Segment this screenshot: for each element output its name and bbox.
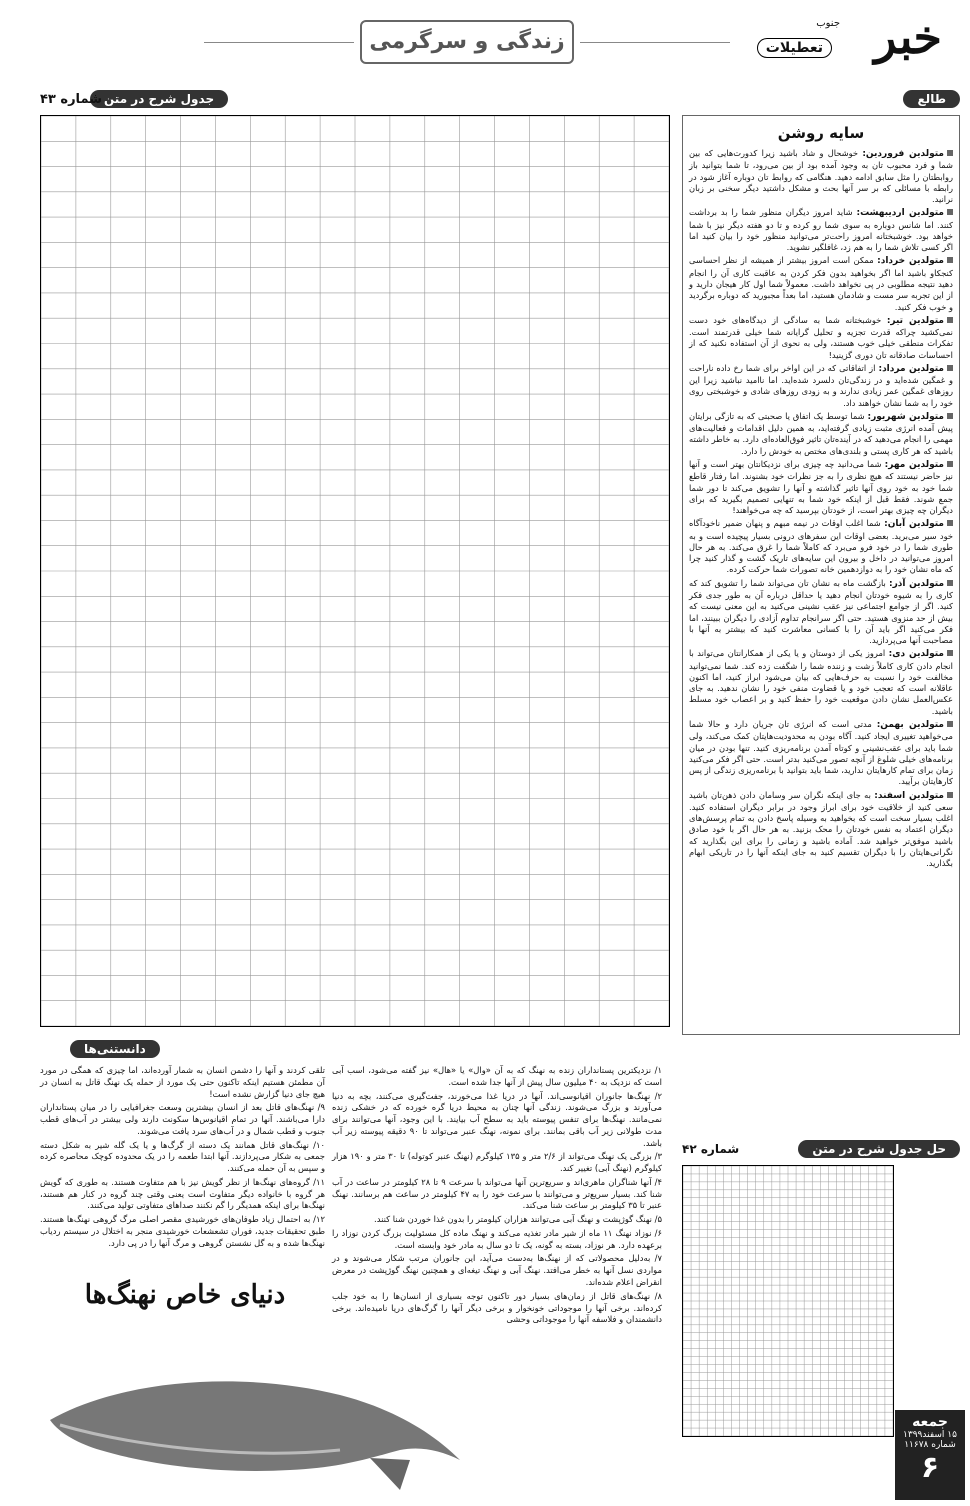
knowledge-column-2 xyxy=(40,1065,325,1251)
newspaper-logo xyxy=(722,10,942,65)
sign-text: از اتفاقاتی که در این اواخر برای شما رخ داده ناراحت و غمگین شده‌اید و در زندگی‌تان دلسرد شده‌اید. اما ناامید نباشید زیرا این روزهای غمگین عمر زیادی ندارند و به زودی روزهای شادی و خوشبختی روی خود را به شما نشان خواهند داد. xyxy=(689,362,953,408)
horoscope-list xyxy=(689,148,953,870)
page-header xyxy=(0,0,970,80)
sign-name: متولدین اسفند: xyxy=(874,790,944,801)
bullet-icon xyxy=(947,792,953,798)
sign-text: شما می‌دانید چه چیزی برای نزدیکانتان بهتر است و آنها نیز حاضر نیستند که هیچ نظری را به جز نظرات خود بشنوند. اما رفتار قاطع شما خود به خود روی آنها تاثیر گذاشته و آنها را تشویق می‌کند تا دور شما جمع شوند. فقط قبل از اینکه خود شما به تنهایی تصمیم بگیرید که برای دیگران چه چیزی بهتر است، از خودتان بپرسید که چه می‌خواهند! xyxy=(689,459,953,516)
bullet-icon xyxy=(947,257,953,263)
bullet-icon xyxy=(947,520,953,526)
fact-item: ۶/ نوزاد نهنگ ۱۱ ماه از شیر مادر تغذیه می‌کند و نهنگ ماده کل مسئولیت بزرگ کردن نوزاد را برعهده دارد. هر نوزاد، بسته به گونه، یک تا دو سال به مادر خود وابسته است. xyxy=(332,1227,663,1250)
sign-name: متولدین مهر: xyxy=(884,460,944,471)
solution-number: شماره ۴۲ xyxy=(682,1142,740,1156)
bullet-icon xyxy=(947,650,953,656)
fact-item: ۷/ به‌دلیل محصولاتی که از نهنگ‌ها به‌دست می‌آید، این جانوران مرتب شکار می‌شوند و در مواردی نسل آنها به خطر می‌افتد. نهنگ آبی و نهنگ تیغه‌ای و همچنین نهنگ گوژپشت در معرض انقراض اعلام شده‌اند. xyxy=(332,1253,662,1288)
solution-grid xyxy=(682,1165,894,1437)
fact-item: ۱۰/ نهنگ‌های قاتل همانند یک دسته از گرگ‌ها و یا یک گله شیر به شکل دسته جمعی به شکار می‌پردازند. آنها ابتدا طعمه را در یک محدوده کوچک محاصره کرده و سپس به آن حمله می‌کنند. xyxy=(40,1139,325,1174)
horoscope-label: طالع xyxy=(903,90,960,108)
sign-name: متولدین مرداد: xyxy=(878,363,944,374)
issue-info xyxy=(895,1410,965,1500)
solution-header xyxy=(682,1140,960,1162)
sign-name: متولدین تیر: xyxy=(886,315,944,326)
fact-item: ۳/ بزرگی یک نهنگ می‌تواند از ۲/۶ متر و ۱۳۵ کیلوگرم (نهنگ عنبر کوتوله) تا ۳۰ متر و ۱۹۰ هزار کیلوگرم (نهنگ آبی) تغییر کند. xyxy=(332,1151,662,1174)
sign-text: ممکن است امروز بیشتر از همیشه از نظر احساسی کنجکاو باشید اما اگر بخواهید بدون فکر کردن به عاقبت کاری آن را انجام دهید نتیجه مطلوبی در پی نخواهد داشت. معمولاً شما اول کار هیجان دارید و از این تجربه سر مست و شادمان هستید، اما بعداً مجبورید که دوباره برگردید و خوب فکر کنید. xyxy=(689,255,953,312)
bullet-icon xyxy=(947,461,953,467)
horoscope-sign xyxy=(689,790,953,870)
fact-item: ۴/ آنها شناگران ماهری‌اند و سریع‌ترین آنها می‌تواند با سرعت ۹ تا ۲۸ کیلومتر در ساعت در آب شنا کند. بسیار سریع‌تر و می‌توانند با سرعت خود را به ۴۷ کیلومتر در ساعت هم برسانند. نهنگ عنبر تا ۳۵ کیلومتر بر ساعت شنا می‌کند. xyxy=(332,1176,662,1211)
horoscope-sign xyxy=(689,255,953,312)
section-title: زندگی و سرگرمی xyxy=(360,20,574,64)
bullet-icon xyxy=(947,365,953,371)
puzzle-header xyxy=(40,90,670,112)
sign-text: خوشبختانه شما به سادگی از دیدگاه‌های خود دست نمی‌کشید چراکه قدرت تجزیه و تحلیل گرایانه شما خیلی قدرتمند است. تفکرات منطقی خیلی خوب هستند، ولی به نحوی از آن استفاده نکنید که از احساسات صادقانه تان دوری گزینید! xyxy=(689,314,953,360)
puzzle-number: شماره ۴۳ xyxy=(40,92,102,107)
bullet-icon xyxy=(947,580,953,586)
horoscope-title: سایه روشن xyxy=(777,124,865,142)
fact-item: ۱/ نزدیکترین پستانداران زنده به نهنگ که به آن «وال» یا «هال» نیز گفته می‌شود، اسب آبی است که نزدیک به ۴۰ میلیون سال پیش از آنها جدا شده است. xyxy=(332,1065,662,1087)
logo-text: خبر xyxy=(874,10,942,64)
logo-tag: جنوب xyxy=(816,18,840,29)
horoscope-sign xyxy=(689,363,953,409)
horoscope-sign xyxy=(689,459,953,516)
horoscope-sign xyxy=(689,148,953,205)
fact-item: تلقی کردند و آنها را دشمن انسان به شمار آورده‌اند، اما چیزی که همگی در مورد آن مطمئن هستیم اینکه تاکنون حتی یک مورد از حمله یک نهنگ قاتل به انسان در هیچ جای دنیا گزارش نشده است! xyxy=(40,1065,325,1099)
puzzle-title: جدول شرح در متن xyxy=(90,90,228,108)
sign-name: متولدین آبان: xyxy=(884,519,944,530)
bullet-icon xyxy=(947,413,953,419)
bullet-icon xyxy=(947,209,953,215)
sign-text: مدتی است که انرژی تان جریان دارد و حالا شما می‌خواهید تغییری ایجاد کنید. آگاه بودن به محدودیت‌هایتان کمک می‌کند، ولی شما باید برای عقب‌نشینی و کوتاه آمدن برنامه‌ریزی کنید. تنها بودن در میان برنامه‌های خیلی شلوغ از آنچه تصور می‌کنید بدتر است. حتی اگر فکر می‌کنید زمان برای تمام کارهایتان ندارید، شما باید بتوانید با برنامه‌ریزی زندگی از پس کارهایتان برآیید. xyxy=(689,719,953,787)
solution-title: حل جدول شرح در متن xyxy=(798,1140,960,1158)
crossword-grid xyxy=(40,115,670,1027)
bullet-icon xyxy=(947,721,953,727)
knowledge-header xyxy=(40,1040,670,1062)
horoscope-sign xyxy=(689,578,953,647)
sign-name: متولدین خرداد: xyxy=(877,256,945,267)
sign-text: امروز یکی از دوستان و یا یکی از همکارانتان می‌تواند با انجام دادن کاری کاملاً زشت و زننده شما را شگفت زده کند. شما نمی‌توانید مخالفت خود را نسبت به حرف‌هایی که بیان می‌شود ابراز کنید، اما اکنون عاقلانه است که تعجب خود و یا قضاوت منفی خود را نشان ندهید. به جای عکس‌العمل نشان دادن موقعیت خود را حفظ کنید و بر اعصاب خود مسلط باشید. xyxy=(689,648,953,716)
fact-item: ۱۱/ گروه‌های نهنگ‌ها از نظر گویش نیز با هم متفاوت هستند. به طوری که گویش هر گروه با خانواده دیگر متفاوت است یعنی وقتی چند گروه در کنار هم هستند، نهنگ‌ها برای اینکه همدیگر را گم نکنند صداهای متفاوتی تولید می‌کنند. xyxy=(40,1176,325,1211)
horoscope-sign xyxy=(689,207,953,253)
horoscope-header xyxy=(682,90,960,112)
sign-name: متولدین فروردین: xyxy=(862,149,944,159)
sign-name: متولدین شهریور: xyxy=(867,411,944,422)
horoscope-panel xyxy=(682,115,960,1035)
horoscope-sign xyxy=(689,315,953,361)
knowledge-column-1 xyxy=(332,1065,662,1328)
horoscope-sign xyxy=(689,518,953,575)
sign-text: خوشحال و شاد باشید زیرا کدورت‌هایی که بین شما و فرد محبوب تان به وجود آمده بود از بین می‌رود، تا شما بتوانید باز روابطتان را مثل سابق ادامه دهید. هنگامی که روابط تان دوباره آغاز شود در رابطه با مسائلی که بر سر آنها بحث و مشکل داشتید دیگر سخنی بر زبان نرانید. xyxy=(689,148,953,205)
logo-sub: تعطیلات xyxy=(757,38,832,58)
sign-name: متولدین دی: xyxy=(888,649,945,660)
knowledge-label: دانستنی‌ها xyxy=(70,1040,160,1058)
sign-name: متولدین بهمن: xyxy=(876,720,945,731)
sign-text: بازگشت ماه به نشان تان می‌تواند شما را تشویق کند که کاری را به شیوه خودتان انجام دهید یا حداقل درباره آن به طور جدی فکر کنید. اگر از جوامع اجتماعی نیز عقب نشینی می‌کنید به این معنی نیست که بیش از حد منزوی هستید. حتی اگر سرانجام تداوم آزادی را دیگران ببینند، اما فکر می‌کنید اگر باید آن را با کسانی معاشرت کنید که بیشتر به آنها با مصاحبت آنها می‌پردازید. xyxy=(689,577,953,646)
issue-day: جمعه xyxy=(912,1414,948,1430)
horoscope-sign xyxy=(689,411,953,457)
horoscope-sign xyxy=(689,719,953,788)
bullet-icon xyxy=(947,150,953,156)
issue-number: شماره ۱۱۶۷۸ xyxy=(904,1440,956,1450)
whale-illustration xyxy=(40,1350,470,1500)
page-number: ۶ xyxy=(920,1450,940,1485)
bullet-icon xyxy=(947,317,953,323)
sign-text: شاید امروز دیگران منظور شما را بد برداشت کنند. اما شانس دوباره به سوی شما رو کرده و تا دو هفته دیگر نیز با شما خواهد بود. خوشبختانه امروز راحت‌تر می‌توانید منظور خود را بیان کنید اما اگر کسی تلاش شما را به هم زد، غافلگیر نشوید. xyxy=(689,207,953,253)
fact-item: ۵/ نهنگ گوژپشت و نهنگ آبی می‌توانند هزاران کیلومتر را بدون غذا خوردن شنا کنند. xyxy=(374,1214,662,1225)
fact-item: ۱۲/ به احتمال زیاد طوفان‌های خورشیدی مقصر اصلی مرگ گروهی نهنگ‌ها هستند. طبق تحقیقات جدید، فوران تشعشعات خورشیدی منجر به اختلال در سیستم ردیاب نهنگ‌ها شده و به گل نشستن گروهی و مرگ آنها را در پی دارد. xyxy=(40,1214,325,1248)
sign-name: متولدین اردیبهشت: xyxy=(856,208,944,219)
fact-item: ۲/ نهنگ‌ها جانوران اقیانوسی‌اند. آنها در دریا غذا می‌خورند، جفت‌گیری می‌کنند، بچه به دنیا می‌آورند و بزرگ می‌شوند. زندگی آنها چنان به محیط دریا گره خورده که در خشکی زنده نمی‌مانند. نهنگ‌ها برای تنفس پیوسته باید به سطح آب بیایند. با این وجود، آنها می‌توانند برای مدت طولانی زیر آب باقی بمانند. برای نمونه، نهنگ عنبر می‌تواند تا ۹۰ دقیقه پیوسته زیر آب باشد. xyxy=(332,1090,662,1148)
fact-item: ۸/ نهنگ‌های قاتل از زمان‌های بسیار دور تاکنون توجه بسیاری از انسان‌ها را به خود جلب کرده‌اند. برخی آنها را موجوداتی خونخوار و برخی دیگر آنها را گرگ‌های دریا نامیده‌اند. برخی دانشمندان و فلاسفه آنها را موجوداتی وحشی xyxy=(332,1290,662,1325)
sign-text: به جای اینکه نگران سر وسامان دادن ذهن‌تان باشید سعی کنید از خلاقیت خود برای ابراز وجود در برابر دیگران استفاده کنید. اغلب بسیار سخت است که بخواهید به وسیله پاسخ دادن به تمام پرسش‌های دیگران اعتماد به نفس خودتان را محک بزنید. به هر حال اگر با خود صادق باشید موفق‌تر خواهید شد. آماده باشید و زمانی را برای این بگذارید که نگرانی‌هایتان را با دیگران تقسیم کنید به جای اینکه آنها را در تاریکی ابهام بگذارید. xyxy=(689,789,953,869)
sign-name: متولدین آذر: xyxy=(888,578,945,589)
sign-text: شما توسط یک اتفاق یا صحبتی که به تازگی برایتان پیش آمده انرژی مثبت زیادی گرفته‌اید، به همین دلیل اقدامات و فعالیت‌های مهمی را انجام می‌دهید که در آینده‌تان تاثیر فوق‌العاده‌ای دارد. به خاطر داشته باشید که هر کاری پستی و بلندی‌های مختص به خودش را دارد. xyxy=(689,410,953,456)
sign-text: شما اغلب اوقات در نیمه مبهم و پنهان ضمیر ناخودآگاه خود سیر می‌برید. بعضی اوقات این سفرهای درونی بسیار پیچیده است و به طوری شما را در خود فرو می‌برد که کاملاً شما را غرق می‌کند. به هر حال امروز می‌توانید در داخل و بیرون این سایه‌های تاریک گشت و گذار کنید چرا که ماه نشان خود را به دوازدهمین خانه تصورات شما حرکت کرده. xyxy=(689,518,953,575)
horoscope-sign xyxy=(689,648,953,717)
whale-article-title: دنیای خاص نهنگ‌ها xyxy=(84,1280,286,1310)
issue-date: ۱۵ اسفند۱۳۹۹ xyxy=(903,1430,957,1440)
fact-item: ۹/ نهنگ‌های قاتل بعد از انسان بیشترین وسعت جغرافیایی را در میان پستانداران دارا می‌باشند. آنها در تمام اقیانوس‌ها سکونت دارند ولی بیشتر در آب‌های قطب جنوب و قطب شمال و در آب‌های سرد یافت می‌شوند. xyxy=(40,1102,325,1136)
